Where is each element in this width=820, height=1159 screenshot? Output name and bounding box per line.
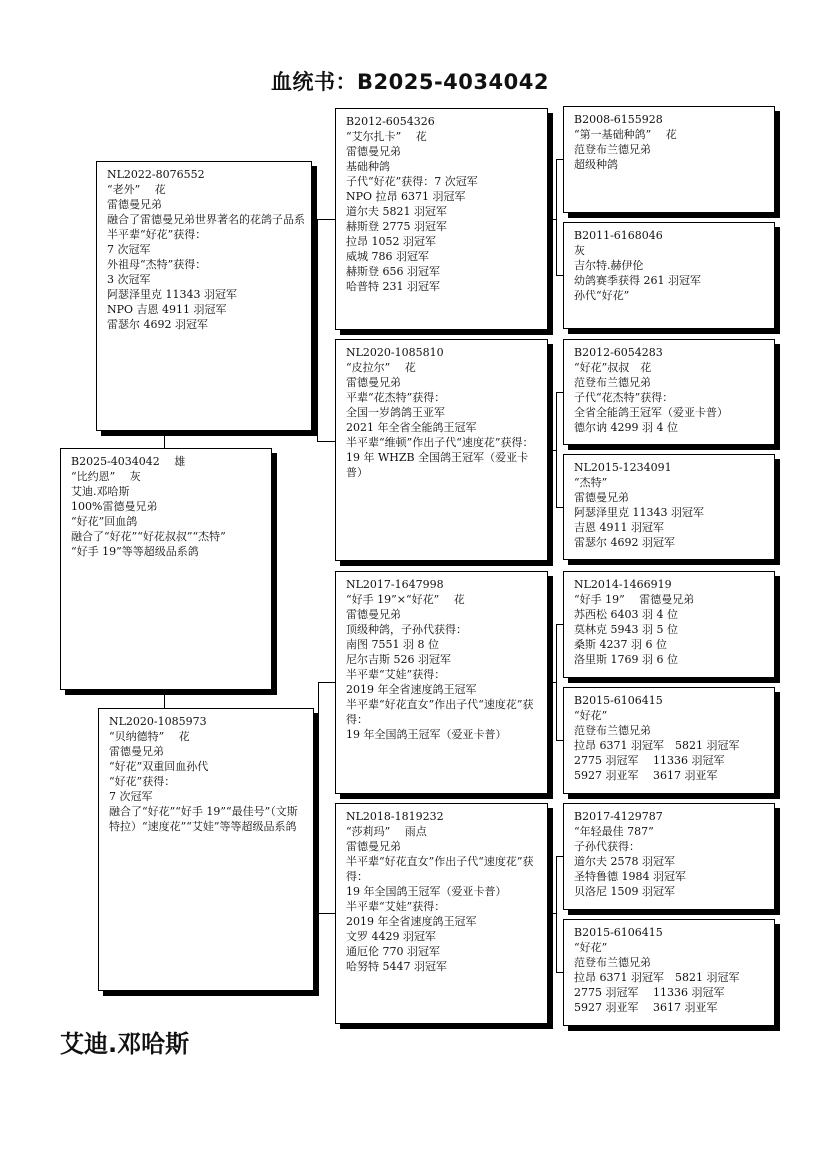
- connector-line: [553, 450, 557, 451]
- card-line: “好手 19” 雷德曼兄弟: [574, 593, 695, 606]
- card-line: “好手 19”等等超级品系鸽: [71, 545, 199, 558]
- connector-line: [553, 219, 557, 220]
- card-line: 莫林克 5943 羽 5 位: [574, 623, 678, 636]
- card-line: 拉昂 6371 羽冠军 5821 羽冠军: [574, 739, 740, 752]
- card-line: 雷瑟尔 4692 羽冠军: [107, 318, 208, 331]
- connector-line: [317, 219, 335, 220]
- ring-number: NL2015-1234091: [574, 461, 672, 474]
- great-grandparent-card: [563, 222, 775, 329]
- ring-number: NL2020-1085810: [346, 346, 444, 359]
- connector-line: [556, 159, 563, 160]
- card-line: “第一基础种鸽” 花: [574, 128, 677, 141]
- page-title: 血统书：B2025-4034042: [271, 70, 549, 94]
- dam-sire-card: [335, 571, 548, 794]
- card-line: 平辈“花杰特”获得：: [346, 391, 446, 404]
- ring-number: NL2017-1647998: [346, 578, 444, 591]
- card-line: 5927 羽亚军 3617 羽亚军: [574, 1001, 718, 1014]
- card-line: 范登布兰德兄弟: [574, 724, 651, 737]
- card-line: “莎莉玛” 雨点: [346, 825, 427, 838]
- card-line: 3 次冠军: [107, 273, 151, 286]
- card-line: NPO 拉昂 6371 羽冠军: [346, 190, 466, 203]
- connector-line: [318, 682, 319, 913]
- card-line: 半平辈“好花直女”作出子代“速度花”获得：: [346, 855, 534, 883]
- card-line: 半平辈“好花”获得：: [107, 228, 207, 241]
- ring-number: B2011-6168046: [574, 229, 663, 242]
- ring-number: B2015-6106415: [574, 694, 663, 707]
- card-line: 贝洛尼 1509 羽冠军: [574, 885, 675, 898]
- connector-line: [556, 392, 563, 393]
- card-line: 5927 羽亚军 3617 羽亚军: [574, 769, 718, 782]
- card-line: 苏西松 6403 羽 4 位: [574, 608, 678, 621]
- sire-dam-card: [335, 339, 548, 561]
- card-line: 顶级种鸽，子孙代获得：: [346, 623, 467, 636]
- connector-line: [314, 800, 319, 801]
- card-line: 100%雷德曼兄弟: [71, 500, 158, 513]
- card-line: “杰特”: [574, 476, 608, 489]
- connector-line: [317, 219, 318, 441]
- connector-line: [556, 507, 563, 508]
- ring-number: B2008-6155928: [574, 113, 663, 126]
- card-line: 子代“好花”获得：7 次冠军: [346, 175, 478, 188]
- card-line: 吉恩 4911 羽冠军: [574, 521, 664, 534]
- great-grandparent-card: [563, 454, 775, 560]
- connector-line: [556, 856, 557, 972]
- card-line: 灰: [574, 244, 585, 257]
- connector-line: [318, 913, 335, 914]
- card-line: “比约恩” 灰: [71, 470, 141, 483]
- card-line: 2019 年全省速度鸽王冠军: [346, 915, 477, 928]
- connector-line: [312, 296, 318, 297]
- ring-number: B2017-4129787: [574, 810, 663, 823]
- card-line: 孙代“好花”: [574, 289, 630, 302]
- card-line: 赫斯登 2775 羽冠军: [346, 220, 447, 233]
- card-line: 阿瑟泽里克 11343 羽冠军: [107, 288, 237, 301]
- card-line: 道尔夫 2578 羽冠军: [574, 855, 675, 868]
- card-line: 雷德曼兄弟: [346, 376, 401, 389]
- card-line: 2775 羽冠军 11336 羽冠军: [574, 986, 725, 999]
- card-line: 2775 羽冠军 11336 羽冠军: [574, 754, 725, 767]
- ring-number: B2025-4034042 雄: [71, 455, 186, 468]
- ring-number: NL2014-1466919: [574, 578, 672, 591]
- card-line: 道尔夫 5821 羽冠军: [346, 205, 447, 218]
- card-line: 哈努特 5447 羽冠军: [346, 960, 447, 973]
- card-line: 雷德曼兄弟: [346, 840, 401, 853]
- card-line: 半平辈“维顿”作出子代“速度花”获得：: [346, 436, 534, 449]
- card-line: 19 年 WHZB 全国鸽王冠军（爱亚卡普）: [346, 451, 529, 479]
- card-line: 7 次冠军: [107, 243, 151, 256]
- card-line: 洛里斯 1769 羽 6 位: [574, 653, 678, 666]
- card-line: 范登布兰德兄弟: [574, 956, 651, 969]
- card-line: “年轻最佳 787”: [574, 825, 654, 838]
- card-line: NPO 吉恩 4911 羽冠军: [107, 303, 227, 316]
- connector-line: [556, 972, 563, 973]
- connector-line: [553, 913, 557, 914]
- sire-sire-card: [335, 108, 548, 330]
- card-line: 半平辈“艾娃”获得：: [346, 668, 446, 681]
- card-line: 外祖母“杰特”获得：: [107, 258, 207, 271]
- connector-line: [318, 682, 335, 683]
- card-line: “好花”: [574, 709, 608, 722]
- card-line: “好花”双重回血孙代: [109, 760, 209, 773]
- card-line: 19 年全国鸽王冠军（爱亚卡普）: [346, 728, 507, 741]
- great-grandparent-card: [563, 339, 775, 445]
- card-line: 赫斯登 656 羽冠军: [346, 265, 440, 278]
- ring-number: NL2022-8076552: [107, 168, 205, 181]
- card-line: “艾尔扎卡” 花: [346, 130, 427, 143]
- great-grandparent-card: [563, 106, 775, 213]
- card-line: 雷瑟尔 4692 羽冠军: [574, 536, 675, 549]
- owner-name: 艾迪.邓哈斯: [60, 1030, 190, 1058]
- great-grandparent-card: [563, 803, 775, 910]
- card-line: 哈普特 231 羽冠军: [346, 280, 440, 293]
- ring-number: NL2020-1085973: [109, 715, 207, 728]
- ring-number: NL2018-1819232: [346, 810, 444, 823]
- connector-line: [556, 159, 557, 275]
- card-line: 雷德曼兄弟: [574, 491, 629, 504]
- card-line: 范登布兰德兄弟: [574, 143, 651, 156]
- card-line: 尼尔吉斯 526 羽冠军: [346, 653, 451, 666]
- card-line: 2019 年全省速度鸽王冠军: [346, 683, 477, 696]
- card-line: 融合了“好花”“好花叔叔”“杰特”: [71, 530, 226, 543]
- connector-line: [164, 695, 165, 708]
- card-line: 威城 786 羽冠军: [346, 250, 429, 263]
- card-line: “好花”叔叔 花: [574, 361, 652, 374]
- card-line: 7 次冠军: [109, 790, 153, 803]
- card-line: 基础种鸽: [346, 160, 390, 173]
- card-line: 幼鸽赛季获得 261 羽冠军: [574, 274, 701, 287]
- card-line: 雷德曼兄弟: [107, 198, 162, 211]
- great-grandparent-card: [563, 919, 775, 1026]
- card-line: 拉昂 1052 羽冠军: [346, 235, 436, 248]
- card-line: 文罗 4429 羽冠军: [346, 930, 436, 943]
- card-line: “好花”获得：: [109, 775, 176, 788]
- ring-number: B2012-6054326: [346, 115, 435, 128]
- card-line: 雷德曼兄弟: [109, 745, 164, 758]
- card-line: “老外” 花: [107, 183, 166, 196]
- great-grandparent-card: [563, 571, 775, 678]
- dam-dam-card: [335, 803, 548, 1024]
- card-line: 半平辈“好花直女”作出子代“速度花”获得：: [346, 698, 534, 726]
- card-line: 艾迪.邓哈斯: [71, 485, 130, 498]
- ring-number: B2012-6054283: [574, 346, 663, 359]
- card-line: 融合了雷德曼兄弟世界著名的花鸽子品系: [107, 213, 305, 226]
- great-grandparent-card: [563, 687, 775, 794]
- card-line: 桑斯 4237 羽 6 位: [574, 638, 667, 651]
- card-line: 德尔讷 4299 羽 4 位: [574, 421, 678, 434]
- card-line: 雷德曼兄弟: [346, 145, 401, 158]
- subject-bird-card: [60, 448, 272, 690]
- connector-line: [553, 682, 557, 683]
- ring-number: B2015-6106415: [574, 926, 663, 939]
- card-line: 阿瑟泽里克 11343 羽冠军: [574, 506, 704, 519]
- connector-line: [556, 275, 563, 276]
- card-line: 圣特鲁德 1984 羽冠军: [574, 870, 686, 883]
- connector-line: [556, 624, 563, 625]
- card-line: 全省全能鸽王冠军（爱亚卡普）: [574, 406, 728, 419]
- card-line: 2021 年全省全能鸽王冠军: [346, 421, 477, 434]
- card-line: “好手 19”×“好花” 花: [346, 593, 465, 606]
- card-line: 拉昂 6371 羽冠军 5821 羽冠军: [574, 971, 740, 984]
- sire-card: [96, 161, 312, 431]
- connector-line: [556, 740, 563, 741]
- connector-line: [556, 856, 563, 857]
- card-line: 范登布兰德兄弟: [574, 376, 651, 389]
- card-line: 子孙代获得：: [574, 840, 640, 853]
- card-line: 通厄伦 770 羽冠军: [346, 945, 440, 958]
- card-line: “好花”: [574, 941, 608, 954]
- card-line: 19 年全国鸽王冠军（爱亚卡普）: [346, 885, 507, 898]
- card-line: 全国一岁鸽鸽王亚军: [346, 406, 445, 419]
- card-line: 南图 7551 羽 8 位: [346, 638, 439, 651]
- card-line: 超级种鸽: [574, 158, 618, 171]
- card-line: “好花”回血鸽: [71, 515, 138, 528]
- card-line: 雷德曼兄弟: [346, 608, 401, 621]
- card-line: 吉尔特.赫伊伦: [574, 259, 644, 272]
- dam-card: [98, 708, 314, 991]
- connector-line: [164, 436, 165, 448]
- card-line: “皮拉尔” 花: [346, 361, 416, 374]
- card-line: 子代“花杰特”获得：: [574, 391, 674, 404]
- card-line: 融合了“好花”“好手 19”“最佳号”（文斯特拉）“速度花”“艾娃”等等超级品系鸽: [109, 805, 298, 833]
- connector-line: [317, 441, 335, 442]
- card-line: “贝纳德特” 花: [109, 730, 190, 743]
- card-line: 半平辈“艾娃”获得：: [346, 900, 446, 913]
